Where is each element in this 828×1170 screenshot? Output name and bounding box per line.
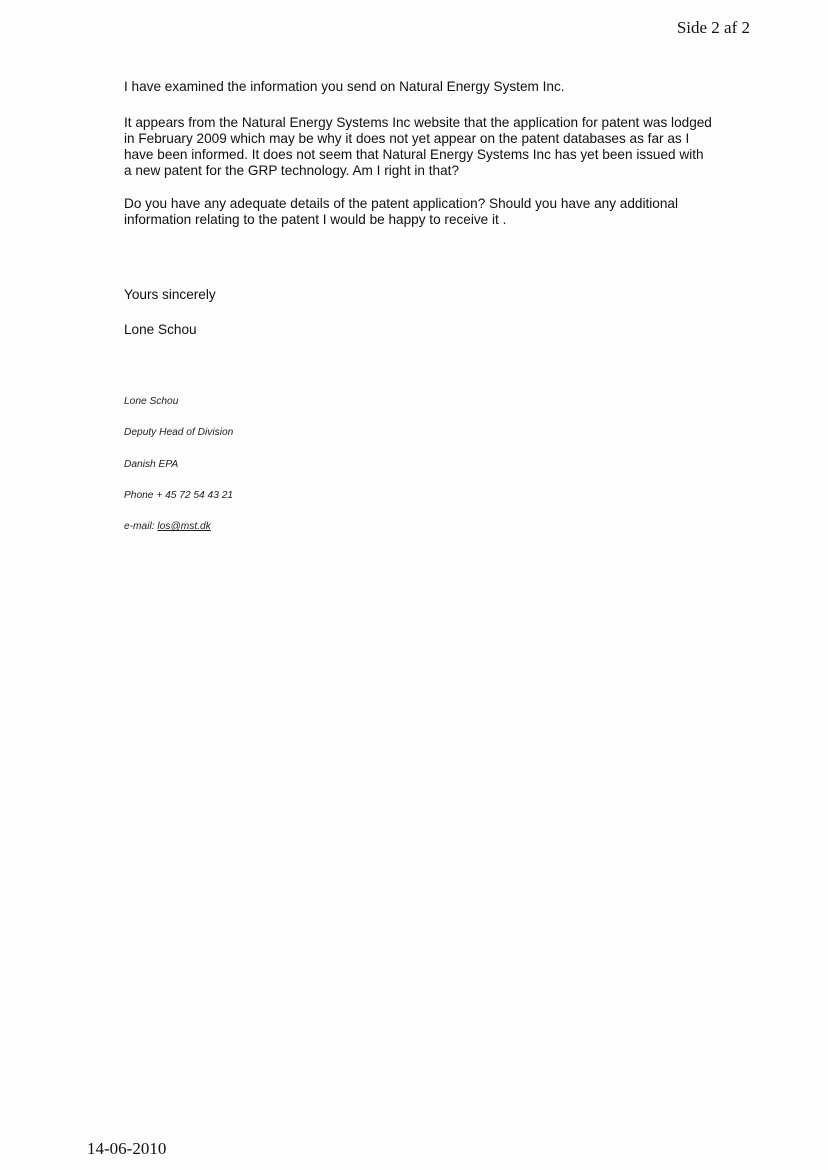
signature-organization: Danish EPA [124,459,179,470]
signer-name: Lone Schou [124,322,197,337]
email-label: e-mail: [124,521,155,532]
signature-name: Lone Schou [124,396,179,407]
letter-paragraph-3: Do you have any adequate details of the patent application? Should you have any additional information relating to the patent I would be happy to receive it . [124,196,678,227]
email-link[interactable]: los@mst.dk [157,521,211,532]
signature-email-line [124,521,211,532]
page-number: Side 2 af 2 [676,18,750,37]
signature-title: Deputy Head of Division [124,427,234,438]
letter-paragraph-2: It appears from the Natural Energy Systems Inc website that the application for patent was lodged in February 2009 which may be why it does not yet appear on the patent databases as far as I have been informed. It does not seem that Natural Energy Systems Inc has yet been issued with a new patent for the GRP technology. Am I right in that? [124,115,712,178]
signature-phone: Phone + 45 72 54 43 21 [124,490,234,501]
footer-date: 14-06-2010 [87,1139,167,1158]
closing-salutation: Yours sincerely [124,287,216,302]
letter-paragraph-1: I have examined the information you send on Natural Energy System Inc. [124,79,565,94]
